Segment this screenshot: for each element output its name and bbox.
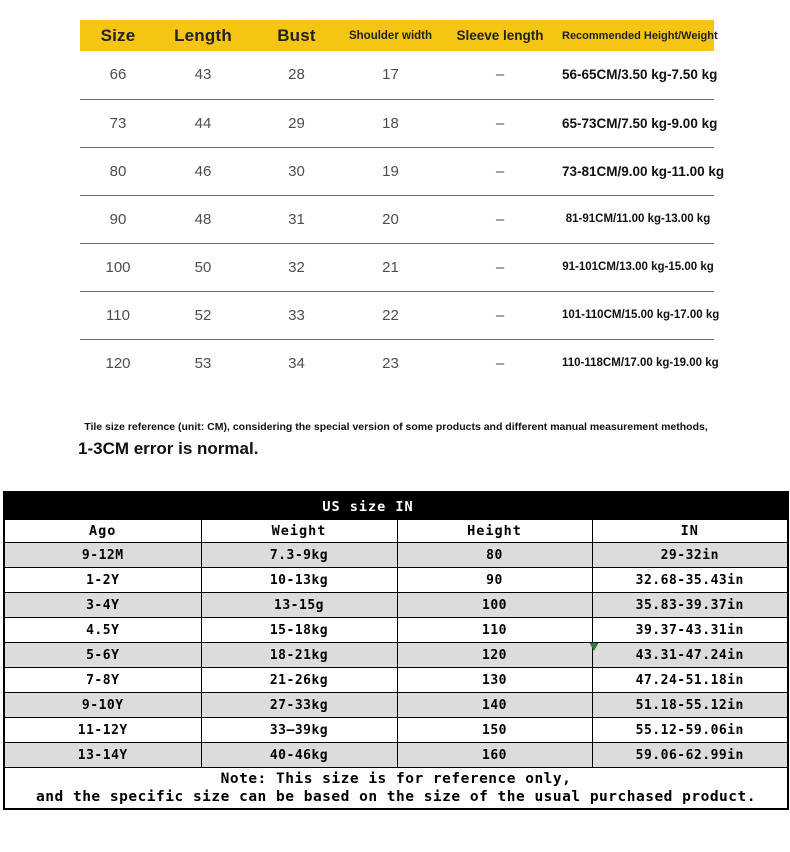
size-cell: 90 — [80, 195, 156, 243]
shoulder-cell: 19 — [343, 147, 438, 195]
sleeve-cell: – — [438, 291, 562, 339]
inches-cell: 51.18-55.12in — [592, 693, 788, 718]
length-cell: 48 — [156, 195, 250, 243]
reference-note-line2: and the specific size can be based on the size of the usual purchased product. — [36, 789, 756, 805]
age-column-header: Ago — [4, 520, 201, 543]
us-size-row — [4, 643, 788, 668]
weight-cell: 15-18kg — [201, 618, 397, 643]
sleeve-cell: – — [438, 51, 562, 99]
weight-cell: 10-13kg — [201, 568, 397, 593]
weight-cell: 33—39kg — [201, 718, 397, 743]
age-cell: 9-10Y — [4, 693, 201, 718]
us-size-banner-label: US size IN — [322, 498, 414, 515]
us-size-row — [4, 543, 788, 568]
weight-cell: 13-15g — [201, 593, 397, 618]
height-cell: 90 — [397, 568, 592, 593]
height-cell: 80 — [397, 543, 592, 568]
height-cell: 130 — [397, 668, 592, 693]
length-cell: 53 — [194, 354, 212, 372]
height-cell: 110 — [397, 618, 592, 643]
size-cell: 73 — [80, 99, 156, 147]
recommended-cell: 110-118CM/17.00 kg-19.00 kg — [562, 357, 719, 370]
error-tolerance-note: 1-3CM error is normal. — [78, 439, 259, 458]
bust-column-header: Bust — [250, 20, 343, 51]
size-row — [80, 291, 714, 339]
bust-cell: 33 — [250, 291, 343, 339]
length-cell: 44 — [156, 99, 250, 147]
reference-note-row — [4, 768, 788, 810]
length-cell: 52 — [156, 291, 250, 339]
us-size-row — [4, 593, 788, 618]
us-size-table — [3, 491, 789, 810]
sleeve-cell: – — [438, 243, 562, 291]
shoulder-width-column-header: Shoulder width — [343, 20, 438, 51]
age-cell: 13-14Y — [4, 743, 201, 768]
length-column-header: Length — [156, 20, 250, 51]
size-row — [80, 195, 714, 243]
inches-cell: 32.68-35.43in — [592, 568, 788, 593]
size-column-header: Size — [80, 20, 156, 51]
size-row — [80, 51, 714, 99]
height-cell: 120 — [397, 643, 592, 668]
bust-cell: 29 — [250, 99, 343, 147]
shoulder-cell: 22 — [343, 291, 438, 339]
shoulder-cell: 21 — [343, 243, 438, 291]
bust-cell: 32 — [250, 243, 343, 291]
inches-cell: 29-32in — [592, 543, 788, 568]
bust-cell: 28 — [250, 51, 343, 99]
us-size-row — [4, 618, 788, 643]
sleeve-length-column-header: Sleeve length — [438, 20, 562, 51]
us-size-banner-row — [4, 493, 788, 520]
height-column-header: Height — [397, 520, 592, 543]
age-cell: 9-12M — [4, 543, 201, 568]
height-cell: 160 — [397, 743, 592, 768]
size-cell: 100 — [80, 243, 156, 291]
weight-cell: 40-46kg — [201, 743, 397, 768]
sleeve-cell: – — [438, 99, 562, 147]
weight-cell: 18-21kg — [201, 643, 397, 668]
size-row — [80, 243, 714, 291]
us-size-header-row — [4, 520, 788, 543]
weight-cell: 21-26kg — [201, 668, 397, 693]
length-cell: 43 — [156, 51, 250, 99]
size-row — [80, 99, 714, 147]
height-cell: 140 — [397, 693, 592, 718]
size-row — [80, 339, 714, 387]
weight-cell: 27-33kg — [201, 693, 397, 718]
recommended-cell: 81-91CM/11.00 kg-13.00 kg — [562, 195, 714, 243]
size-cell: 110 — [80, 291, 156, 339]
sleeve-cell: – — [495, 354, 505, 372]
us-size-row — [4, 668, 788, 693]
age-cell: 1-2Y — [4, 568, 201, 593]
size-table-header-row — [80, 20, 714, 51]
bust-cell: 34 — [288, 354, 305, 372]
length-cell: 50 — [156, 243, 250, 291]
shoulder-cell: 17 — [343, 51, 438, 99]
sleeve-cell: – — [438, 195, 562, 243]
inches-value: 43.31-47.24in — [635, 647, 744, 663]
us-size-row — [4, 693, 788, 718]
shoulder-cell: 23 — [382, 354, 399, 372]
reference-note — [4, 768, 788, 810]
inches-cell: 47.24-51.18in — [592, 668, 788, 693]
recommended-cell: 91-101CM/13.00 kg-15.00 kg — [562, 243, 714, 291]
recommended-cell: 56-65CM/3.50 kg-7.50 kg — [562, 51, 714, 99]
us-size-row — [4, 743, 788, 768]
inches-cell: 59.06-62.99in — [592, 743, 788, 768]
height-cell: 150 — [397, 718, 592, 743]
recommended-cell: 73-81CM/9.00 kg-11.00 kg — [562, 147, 714, 195]
measurement-disclaimer: Tile size reference (unit: CM), considering the special version of some products and different manual measurement methods, — [84, 421, 708, 433]
size-row — [80, 147, 714, 195]
height-cell: 100 — [397, 593, 592, 618]
inches-cell: 55.12-59.06in — [592, 718, 788, 743]
age-cell: 5-6Y — [4, 643, 201, 668]
inches-cell — [592, 643, 788, 668]
inches-cell: 35.83-39.37in — [592, 593, 788, 618]
age-cell: 11-12Y — [4, 718, 201, 743]
us-size-banner — [4, 493, 788, 520]
weight-column-header: Weight — [201, 520, 397, 543]
shoulder-cell: 20 — [343, 195, 438, 243]
length-cell: 46 — [156, 147, 250, 195]
recommended-cell: 65-73CM/7.50 kg-9.00 kg — [562, 99, 714, 147]
inches-cell: 39.37-43.31in — [592, 618, 788, 643]
us-size-row — [4, 568, 788, 593]
age-cell: 7-8Y — [4, 668, 201, 693]
shoulder-cell: 18 — [343, 99, 438, 147]
bust-cell: 31 — [250, 195, 343, 243]
sleeve-cell: – — [438, 147, 562, 195]
recommended-column-header: Recommended Height/Weight — [562, 20, 714, 51]
inches-column-header: IN — [592, 520, 788, 543]
reference-note-line1: Note: This size is for reference only, — [220, 771, 572, 787]
recommended-cell: 101-110CM/15.00 kg-17.00 kg — [562, 291, 714, 339]
size-cell: 80 — [80, 147, 156, 195]
bust-cell: 30 — [250, 147, 343, 195]
us-size-row — [4, 718, 788, 743]
size-cell: 120 — [105, 354, 131, 372]
size-cell: 66 — [80, 51, 156, 99]
weight-cell: 7.3-9kg — [201, 543, 397, 568]
size-table — [80, 20, 725, 387]
age-cell: 4.5Y — [4, 618, 201, 643]
age-cell: 3-4Y — [4, 593, 201, 618]
